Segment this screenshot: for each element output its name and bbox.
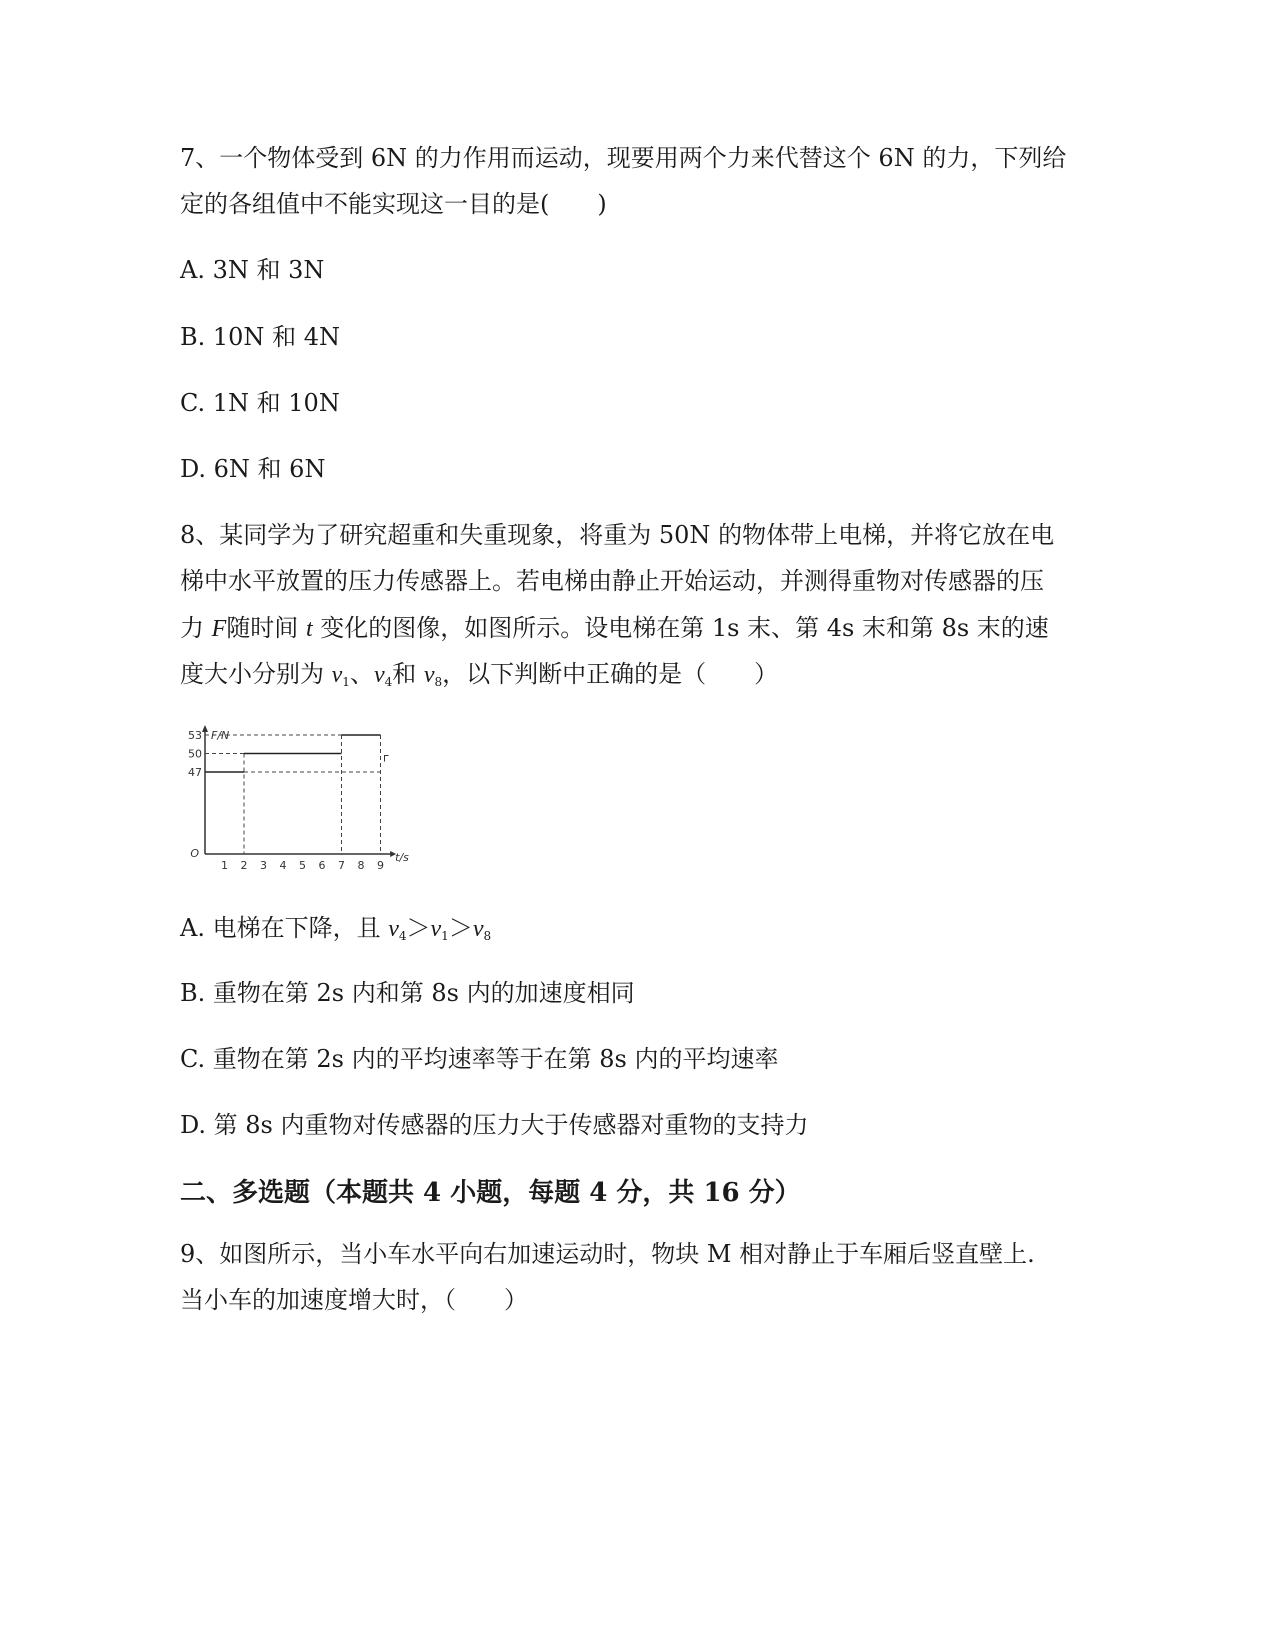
x-tick-7: 7 — [338, 859, 345, 872]
y-tick-47: 47 — [188, 766, 202, 779]
x-tick-4: 4 — [279, 859, 287, 872]
q8-line-4: 度大小分别为 $v_1$、$v_4$和 $v_8$，以下判断中正确的是（ ） — [180, 660, 779, 689]
q8-line-1: 8、某同学为了研究超重和失重现象，将重为 50N 的物体带上电梯，并将它放在电 — [180, 521, 1055, 549]
q7-line-1: 7、一个物体受到 6N 的力作用而运动，现要用两个力来代替这个 6N 的力，下列给 — [180, 144, 1067, 172]
q7-option-d: D. 6N 和 6N — [180, 455, 326, 483]
q8-option-c: C. 重物在第 2s 内的平均速率等于在第 8s 内的平均速率 — [180, 1045, 779, 1073]
q7-option-a: A. 3N 和 3N — [180, 256, 325, 284]
section-heading: 二、多选题（本题共 4 小题，每题 4 分，共 16 分） — [180, 1178, 801, 1208]
y-axis-label: F/N — [211, 729, 230, 742]
x-tick-3: 3 — [260, 859, 267, 872]
x-tick-1: 1 — [221, 859, 228, 872]
end-mark — [385, 756, 389, 762]
x-tick-6: 6 — [318, 859, 326, 872]
q7-line-2: 定的各组值中不能实现这一目的是( ) — [180, 190, 607, 218]
x-tick-5: 5 — [299, 859, 306, 872]
y-tick-50: 50 — [188, 747, 202, 761]
chart-root — [188, 725, 409, 872]
q9-line-1: 9、如图所示，当小车水平向右加速运动时，物块 M 相对静止于车厢后竖直壁上. — [180, 1240, 1035, 1268]
y-tick-53: 53 — [188, 729, 202, 742]
x-tick-2: 2 — [240, 859, 248, 872]
q8-line-2: 梯中水平放置的压力传感器上。若电梯由静止开始运动，并测得重物对传感器的压 — [180, 567, 1044, 595]
x-axis-label: t/s — [395, 851, 409, 864]
x-tick-9: 9 — [377, 859, 384, 872]
origin-label: O — [190, 847, 199, 860]
y-axis-arrow — [202, 725, 208, 732]
q9-line-2: 当小车的加速度增大时，（ ） — [180, 1286, 528, 1314]
x-tick-8: 8 — [357, 859, 365, 872]
q8-option-a: A. 电梯在下降，且 $v_4>v_1>v_8$ — [180, 914, 492, 943]
force-time-chart — [175, 722, 415, 882]
q8-option-d: D. 第 8s 内重物对传感器的压力大于传感器对重物的支持力 — [180, 1111, 809, 1139]
q8-option-b: B. 重物在第 2s 内和第 8s 内的加速度相同 — [180, 979, 635, 1007]
q7-option-b: B. 10N 和 4N — [180, 323, 340, 351]
q7-option-c: C. 1N 和 10N — [180, 389, 340, 417]
q8-line-3: 力 F随时间 t 变化的图像，如图所示。设电梯在第 1s 末、第 4s 末和第 8s 末的速 — [180, 614, 1049, 642]
